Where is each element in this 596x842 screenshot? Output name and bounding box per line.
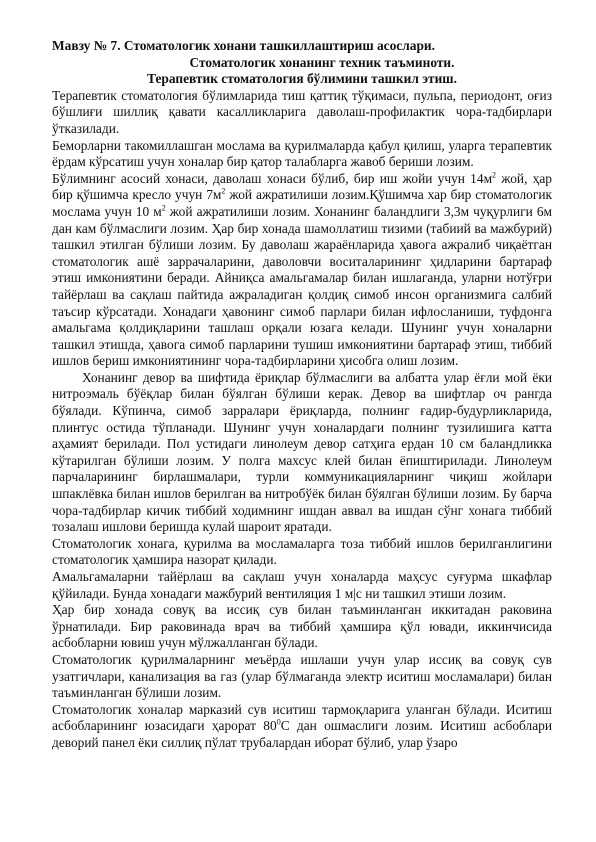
paragraph-5: Стоматологик хонага, қурилма ва мосламаларга тоза тиббий ишлов берилганлигини стоматологик ҳамшира назорат қилади. [52, 535, 552, 568]
paragraph-6: Амальгамаларни тайёрлаш ва сақлаш учун хоналарда маҳсус суғурма шкафлар қўйилади. Бунда хонадаги мажбурий вентиляция 1 м|с ни ташкил этиши лозим. [52, 569, 552, 601]
paragraph-3 [52, 171, 552, 370]
section-title: Терапевтик стоматология бўлимини ташкил этиш. [147, 71, 457, 87]
document-page [52, 38, 552, 752]
paragraph-9-part-b: С дан ошмаслиги лозим. Иситиш асбоблари деворий панел ёки силлиқ пўлат трубалардан иборат бўлиб, улар ўзаро [52, 718, 552, 750]
paragraph-8: Стоматологик қурилмаларнинг меъёрда ишлаши учун улар иссиқ ва совуқ сув узатгичлари, канализация ва газ (улар бўлмаганда электр иситиш мосламалари) билан таъминланган бўлиши лозим. [52, 651, 552, 701]
square-superscript: 2 [221, 186, 226, 196]
paragraph-3-part-b: жой, ҳар бир қўшимча кресло учун 7м [52, 170, 552, 203]
paragraph-1: Терапевтик стоматология бўлимларида тиш қаттиқ тўқимаси, пульпа, периодонт, оғиз бўшлиғи шиллиқ қавати касалликларига даволаш-профилактик чора-тадбирлари ўтказилади. [52, 87, 552, 136]
topic-title: Мавзу № 7. Стоматологик хонани ташкиллаштириш асослари. [52, 38, 435, 53]
paragraph-9-part-a: Стоматологик хоналар марказий сув иситиш тармоқларига уланган бўлади. Иситиш асбобларининг юзасидаги ҳарорат 80 [52, 701, 552, 734]
topic-subtitle: Стоматологик хонанинг техник таъминоти. [189, 54, 455, 70]
paragraph-3-part-a: Бўлимнинг асосий хонаси, даволаш хонаси бўлиб, бир иш жойи учун 14м [52, 170, 493, 186]
square-superscript: 2 [492, 170, 497, 180]
paragraph-3-part-d: жой ажратилиши лозим. Хонанинг баландлиги 3,3м чуқурлиги 6м дан кам бўлмаслиги лозим. Ҳар бир хонада шамоллатиш тизими (табиий ва мажбурий) ташкил этилган бўлиши лозим. Бу даволаш жараёнларида ҳавога ажралиб чиқаётган стоматологик ашё заррачаларини, даволовчи воситаларининг ҳидларини бартараф этиш имкониятини беради. Айниқса амальгамалар билан ишлаганда, уларни нотўғри тайёрлаш ва сақлаш пайтида ажраладиган қолдиқ симоб инсон организмига салбий таъсир кўрсатади. Хонадаги ҳавонинг симоб парлари билан ифлосланиши, туфдонга амальгама қолдиқларини ташлаш орқали юзага келади. Шунинг учун хоналарни ташкил этишда, ҳавога симоб парларини тушиш имкониятини бартараф этиш, тиббий ишлов бериш имкониятининг чора-тадбирларини ҳисобга олиш лозим. [52, 203, 552, 369]
paragraph-9 [52, 702, 552, 752]
degree-superscript: 0 [276, 717, 281, 727]
square-superscript: 2 [161, 203, 166, 213]
paragraph-2: Беморларни такомиллашган мослама ва қурилмаларда қабул қилиш, уларга терапевтик ёрдам кўрсатиш учун хоналар бир қатор талабларга жавоб бериши лозим. [52, 137, 552, 170]
paragraph-4: Хонанинг девор ва шифтида ёриқлар бўлмаслиги ва албатта улар ёғли мой ёки нитроэмаль бўёқлар билан бўялган бўлиши керак. Девор ва шифтлар оч рангда бўялади. Кўпинча, симоб зарралари ёриқларда, полнинг ғадир-будурликларида, плинтус остида тўпланади. Шунинг учун хоналардаги полнинг тузилишига катта аҳамият берилади. Пол устидаги линолеум девор сатҳига ердан 10 см баландликка кўтарилган бўлиши лозим. У полга махсус клей билан ёпиштирилади. Линолеум парчаларининг бирлашмалари, турли коммуникацияларнинг чиқиш жойлари шпаклёвка билан ишлов берилган ва нитробўёк билан бўялган бўлиши лозим. Бу барча чора-тадбирлар кичик тиббий ходимнинг ишдан аввал ва ишдан сўнг хонага тиббий тозалаш ишлови беришда кулай шароит яратади. [52, 369, 552, 535]
paragraph-7: Ҳар бир хонада совуқ ва иссиқ сув билан таъминланган иккитадан раковина ўрнатилади. Бир раковинада врач ва тиббий ҳамшира қўл ювади, иккинчисида асбобларни ювиш учун мўлжалланган бўлади. [52, 602, 552, 651]
paragraph-3-part-c: жой ажратилиши лозим.Қўшимча хар бир стоматологик мослама учун 10 м [52, 187, 552, 219]
